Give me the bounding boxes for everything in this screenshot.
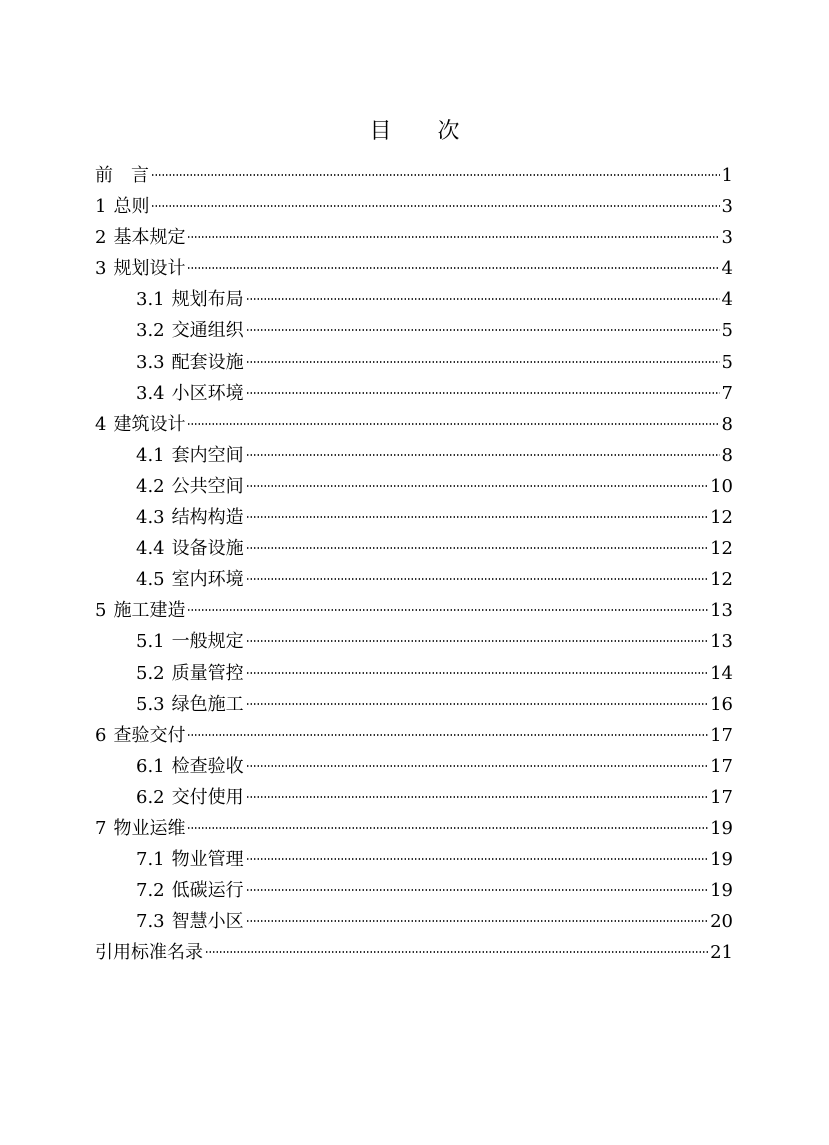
toc-entry-label: 小区环境 bbox=[171, 382, 244, 404]
toc-entry-number: 3.4 bbox=[136, 382, 165, 404]
toc-entry-number: 4.5 bbox=[136, 569, 165, 591]
toc-entry-number: 5.3 bbox=[136, 693, 165, 715]
toc-entry-page-number: 13 bbox=[710, 600, 733, 622]
toc-entry-label: 物业运维 bbox=[113, 817, 186, 839]
toc-dot-leader bbox=[246, 298, 720, 300]
toc-entry-label: 套内空间 bbox=[171, 444, 244, 466]
toc-entry[interactable] bbox=[95, 222, 733, 253]
toc-entry-label: 规划布局 bbox=[171, 289, 244, 311]
toc-entry-page-number: 16 bbox=[710, 693, 733, 715]
toc-entry[interactable] bbox=[95, 253, 733, 284]
toc-entry-label: 建筑设计 bbox=[113, 413, 186, 435]
toc-entry-page-number: 1 bbox=[721, 165, 733, 186]
toc-entry-page-number: 19 bbox=[710, 817, 733, 839]
toc-entry-label: 检查验收 bbox=[171, 755, 244, 777]
toc-entry-label: 智慧小区 bbox=[171, 911, 244, 933]
toc-entry[interactable] bbox=[95, 875, 733, 906]
toc-entry-page-number: 13 bbox=[710, 631, 733, 653]
toc-entry-label: 质量管控 bbox=[171, 662, 244, 684]
toc-dot-leader bbox=[246, 672, 708, 674]
toc-dot-leader bbox=[246, 858, 708, 860]
toc-entry[interactable] bbox=[95, 378, 733, 409]
toc-entry[interactable] bbox=[95, 720, 733, 751]
toc-entry-label: 结构构造 bbox=[171, 507, 244, 529]
toc-title bbox=[0, 115, 829, 149]
toc-entry-page-number: 5 bbox=[721, 351, 733, 373]
toc-entry-label: 查验交付 bbox=[113, 724, 186, 746]
toc-entry[interactable] bbox=[95, 440, 733, 471]
toc-entry[interactable] bbox=[95, 347, 733, 378]
toc-entry-number: 6.1 bbox=[136, 755, 165, 777]
toc-entry[interactable] bbox=[95, 626, 733, 657]
toc-dot-leader bbox=[187, 267, 719, 269]
toc-entry-page-number: 5 bbox=[721, 320, 733, 342]
toc-entry[interactable] bbox=[95, 315, 733, 346]
toc-entry[interactable] bbox=[95, 533, 733, 564]
toc-dot-leader bbox=[246, 361, 720, 363]
toc-entry[interactable] bbox=[95, 937, 733, 968]
toc-entry-label: 室内环境 bbox=[171, 569, 244, 591]
toc-entry-number: 1 bbox=[95, 196, 107, 218]
toc-entry[interactable] bbox=[95, 906, 733, 937]
toc-entry[interactable] bbox=[95, 751, 733, 782]
toc-entry[interactable] bbox=[95, 844, 733, 875]
toc-entry-label: 施工建造 bbox=[113, 600, 186, 622]
toc-entry-page-number: 19 bbox=[710, 880, 733, 902]
toc-entry[interactable] bbox=[95, 564, 733, 595]
toc-dot-leader bbox=[246, 920, 708, 922]
toc-dot-leader bbox=[151, 205, 719, 207]
toc-dot-leader bbox=[246, 889, 708, 891]
toc-entry-number: 4.4 bbox=[136, 538, 165, 560]
toc-entry[interactable] bbox=[95, 502, 733, 533]
toc-entry-number: 5 bbox=[95, 600, 107, 622]
toc-dot-leader bbox=[246, 485, 708, 487]
toc-entry-page-number: 8 bbox=[721, 413, 733, 435]
toc-entry-page-number: 3 bbox=[721, 227, 733, 249]
toc-entry[interactable] bbox=[95, 409, 733, 440]
toc-entry-page-number: 10 bbox=[710, 475, 733, 497]
toc-entry-label: 规划设计 bbox=[113, 258, 186, 280]
toc-entry-page-number: 7 bbox=[721, 382, 733, 404]
toc-entry-label: 前 言 bbox=[95, 165, 149, 186]
toc-entry[interactable] bbox=[95, 191, 733, 222]
toc-title-left: 目 bbox=[369, 119, 392, 144]
toc-entry-label: 绿色施工 bbox=[171, 693, 244, 715]
toc-entry-page-number: 8 bbox=[721, 444, 733, 466]
toc-entry-number: 7.3 bbox=[136, 911, 165, 933]
toc-entry-number: 4.1 bbox=[136, 444, 165, 466]
toc-dot-leader bbox=[151, 174, 720, 176]
toc-entry-label: 低碳运行 bbox=[171, 880, 244, 902]
toc-entry-number: 3.2 bbox=[136, 320, 165, 342]
toc-entry-page-number: 17 bbox=[710, 724, 733, 746]
toc-entry-number: 3 bbox=[95, 258, 107, 280]
toc-entry-number: 5.2 bbox=[136, 662, 165, 684]
toc-entry-page-number: 20 bbox=[710, 911, 733, 933]
toc-entry-label: 交付使用 bbox=[171, 786, 244, 808]
toc-dot-leader bbox=[246, 454, 720, 456]
toc-dot-leader bbox=[246, 329, 720, 331]
toc-entry[interactable] bbox=[95, 658, 733, 689]
toc-entry-label: 物业管理 bbox=[171, 849, 244, 871]
toc-dot-leader bbox=[187, 734, 708, 736]
toc-entry-page-number: 14 bbox=[710, 662, 733, 684]
toc-entry[interactable] bbox=[95, 284, 733, 315]
toc-entry[interactable] bbox=[95, 160, 733, 191]
toc-entry-label: 设备设施 bbox=[171, 538, 244, 560]
toc-entry-number: 3.1 bbox=[136, 289, 165, 311]
toc-entry-page-number: 3 bbox=[721, 196, 733, 218]
toc-entry-page-number: 12 bbox=[710, 507, 733, 529]
toc-entry[interactable] bbox=[95, 782, 733, 813]
toc-entry-page-number: 17 bbox=[710, 755, 733, 777]
toc-entry-page-number: 17 bbox=[710, 786, 733, 808]
toc-dot-leader bbox=[187, 236, 719, 238]
toc-entry[interactable] bbox=[95, 813, 733, 844]
toc-entry-number: 5.1 bbox=[136, 631, 165, 653]
toc-entry-number: 2 bbox=[95, 227, 107, 249]
toc-entry-number: 6 bbox=[95, 724, 107, 746]
toc-entry-number: 7.2 bbox=[136, 880, 165, 902]
toc-entry[interactable] bbox=[95, 689, 733, 720]
toc-title-right: 次 bbox=[437, 119, 460, 144]
toc-entry-number: 7.1 bbox=[136, 849, 165, 871]
toc-entry-number: 4 bbox=[95, 413, 107, 435]
toc-entry-page-number: 12 bbox=[710, 538, 733, 560]
toc-entry-page-number: 4 bbox=[721, 289, 733, 311]
toc-entry[interactable] bbox=[95, 595, 733, 626]
toc-dot-leader bbox=[246, 640, 708, 642]
toc-entry-label: 一般规定 bbox=[171, 631, 244, 653]
toc-dot-leader bbox=[246, 703, 708, 705]
toc-list bbox=[95, 160, 733, 968]
toc-entry-page-number: 19 bbox=[710, 849, 733, 871]
toc-entry-number: 4.3 bbox=[136, 507, 165, 529]
toc-entry-label: 总则 bbox=[113, 196, 150, 218]
toc-entry-label: 公共空间 bbox=[171, 475, 244, 497]
toc-entry-label: 基本规定 bbox=[113, 227, 186, 249]
toc-entry-label: 引用标准名录 bbox=[95, 942, 203, 964]
toc-entry-page-number: 21 bbox=[710, 942, 733, 964]
toc-entry-number: 6.2 bbox=[136, 786, 165, 808]
toc-dot-leader bbox=[246, 796, 708, 798]
toc-dot-leader bbox=[205, 951, 708, 953]
toc-entry-number: 4.2 bbox=[136, 475, 165, 497]
toc-dot-leader bbox=[187, 609, 708, 611]
toc-entry-label: 交通组织 bbox=[171, 320, 244, 342]
toc-dot-leader bbox=[246, 765, 708, 767]
toc-dot-leader bbox=[246, 578, 708, 580]
toc-dot-leader bbox=[187, 423, 719, 425]
toc-entry-page-number: 12 bbox=[710, 569, 733, 591]
toc-entry-label: 配套设施 bbox=[171, 351, 244, 373]
toc-dot-leader bbox=[246, 392, 720, 394]
toc-entry-page-number: 4 bbox=[721, 258, 733, 280]
toc-entry-number: 7 bbox=[95, 817, 107, 839]
toc-dot-leader bbox=[187, 827, 708, 829]
toc-dot-leader bbox=[246, 516, 708, 518]
toc-entry-number: 3.3 bbox=[136, 351, 165, 373]
toc-entry[interactable] bbox=[95, 471, 733, 502]
toc-dot-leader bbox=[246, 547, 708, 549]
